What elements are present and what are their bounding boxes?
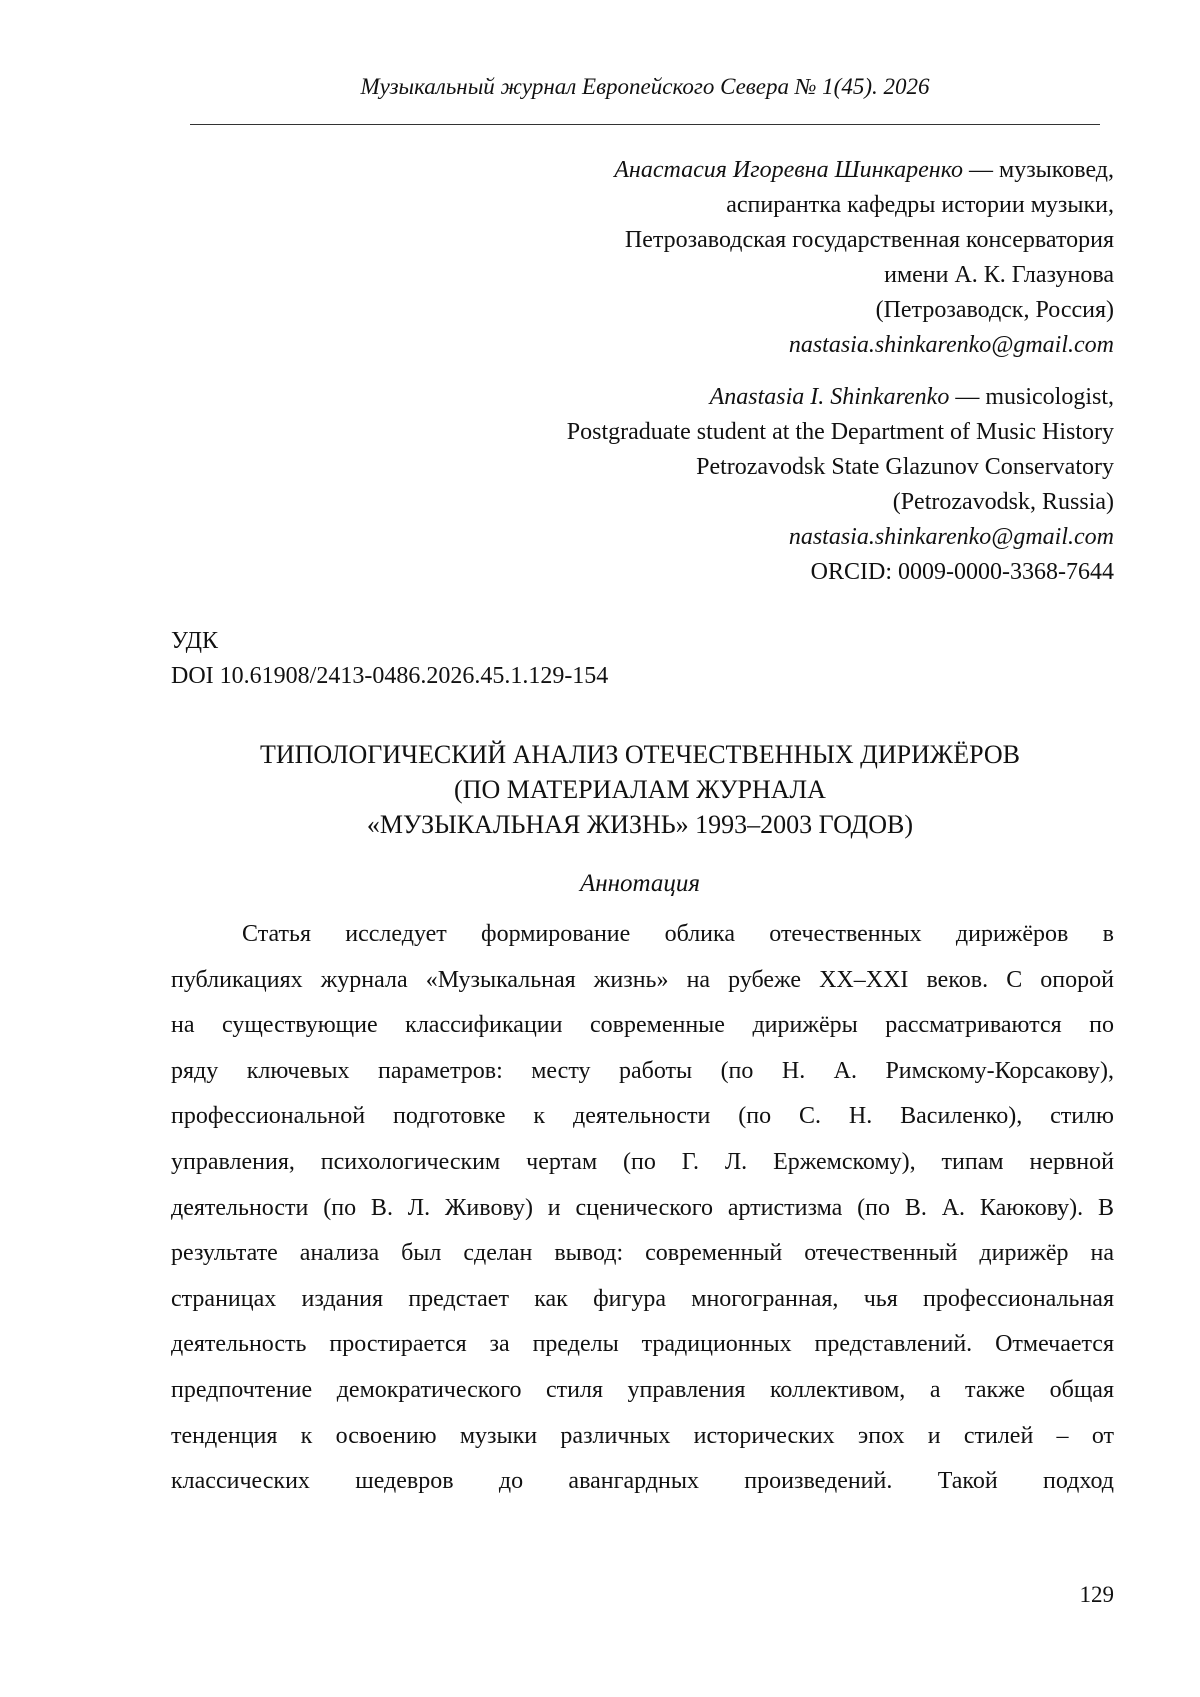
annotation-line: ряду ключевых параметров: месту работы (по Н. А. Римскому-Корсакову), xyxy=(171,1057,1114,1084)
annotation-line: Статья исследует формирование облика отечественных дирижёров в xyxy=(242,921,1114,947)
author-en-location: (Petrozavodsk, Russia) xyxy=(892,489,1114,515)
annotation-line: деятельности (по В. Л. Живову) и сценического артистизма (по В. А. Каюкову). В xyxy=(171,1194,1114,1221)
running-header: Музыкальный журнал Европейского Севера № 1(45). 2026 xyxy=(360,74,930,99)
annotation-line: на существующие классификации современные дирижёры рассматриваются по xyxy=(171,1012,1114,1039)
author-en-orcid: ORCID: 0009-0000-3368-7644 xyxy=(810,559,1114,585)
doi: DOI 10.61908/2413-0486.2026.45.1.129-154 xyxy=(171,663,609,689)
author-ru-name: Анастасия Игоревна Шинкаренко xyxy=(614,157,964,183)
annotation-line: публикациях журнала «Музыкальная жизнь» на рубеже XX–XXI веков. С опорой xyxy=(171,966,1114,993)
author-block-en xyxy=(194,380,1114,590)
author-en-email[interactable]: nastasia.shinkarenko@gmail.com xyxy=(788,524,1114,550)
annotation-line: деятельность простирается за пределы традиционных представлений. Отмечается xyxy=(171,1331,1114,1358)
author-ru-name-line xyxy=(194,153,1114,188)
author-en-role: — musicologist, xyxy=(949,384,1114,410)
author-block-ru xyxy=(194,153,1114,363)
author-ru-institution: Петрозаводская государственная консерватория xyxy=(624,227,1114,253)
annotation-line: классических шедевров до авангардных произведений. Такой подход xyxy=(171,1468,1114,1495)
annotation-line: управления, психологическим чертам (по Г. Л. Ержемскому), типам нервной xyxy=(171,1148,1114,1175)
header-divider xyxy=(190,124,1100,125)
annotation-heading: Аннотация xyxy=(579,870,701,897)
article-title-line: «МУЗЫКАЛЬНАЯ ЖИЗНЬ» 1993–2003 ГОДОВ) xyxy=(366,810,914,839)
author-en-institution: Petrozavodsk State Glazunov Conservatory xyxy=(696,454,1114,480)
author-ru-position: аспирантка кафедры истории музыки, xyxy=(726,192,1114,218)
article-title-line: (ПО МАТЕРИАЛАМ ЖУРНАЛА xyxy=(454,775,826,804)
author-ru-institution-name: имени А. К. Глазунова xyxy=(884,262,1114,288)
author-ru-email[interactable]: nastasia.shinkarenko@gmail.com xyxy=(788,332,1114,358)
author-en-position: Postgraduate student at the Department of Music History xyxy=(566,419,1114,445)
author-en-name-line xyxy=(194,380,1114,415)
annotation-line: предпочтение демократического стиля управления коллективом, а также общая xyxy=(171,1376,1114,1403)
annotation-body xyxy=(171,912,1114,1505)
author-ru-role: — музыковед, xyxy=(963,157,1114,183)
identifiers xyxy=(171,624,608,694)
page-number: 129 xyxy=(1079,1582,1114,1607)
author-en-name: Anastasia I. Shinkarenko xyxy=(709,384,950,410)
annotation-line: профессиональной подготовке к деятельности (по С. Н. Василенко), стилю xyxy=(171,1103,1114,1130)
article-title-line: ТИПОЛОГИЧЕСКИЙ АНАЛИЗ ОТЕЧЕСТВЕННЫХ ДИРИЖЁРОВ xyxy=(259,740,1020,769)
annotation-line: страницах издания предстает как фигура многогранная, чья профессиональная xyxy=(171,1285,1114,1312)
udk-label: УДК xyxy=(171,628,218,654)
article-title xyxy=(170,737,1110,842)
author-ru-location: (Петрозаводск, Россия) xyxy=(875,297,1114,323)
annotation-line: результате анализа был сделан вывод: современный отечественный дирижёр на xyxy=(171,1240,1114,1267)
annotation-line: тенденция к освоению музыки различных исторических эпох и стилей – от xyxy=(171,1422,1114,1449)
